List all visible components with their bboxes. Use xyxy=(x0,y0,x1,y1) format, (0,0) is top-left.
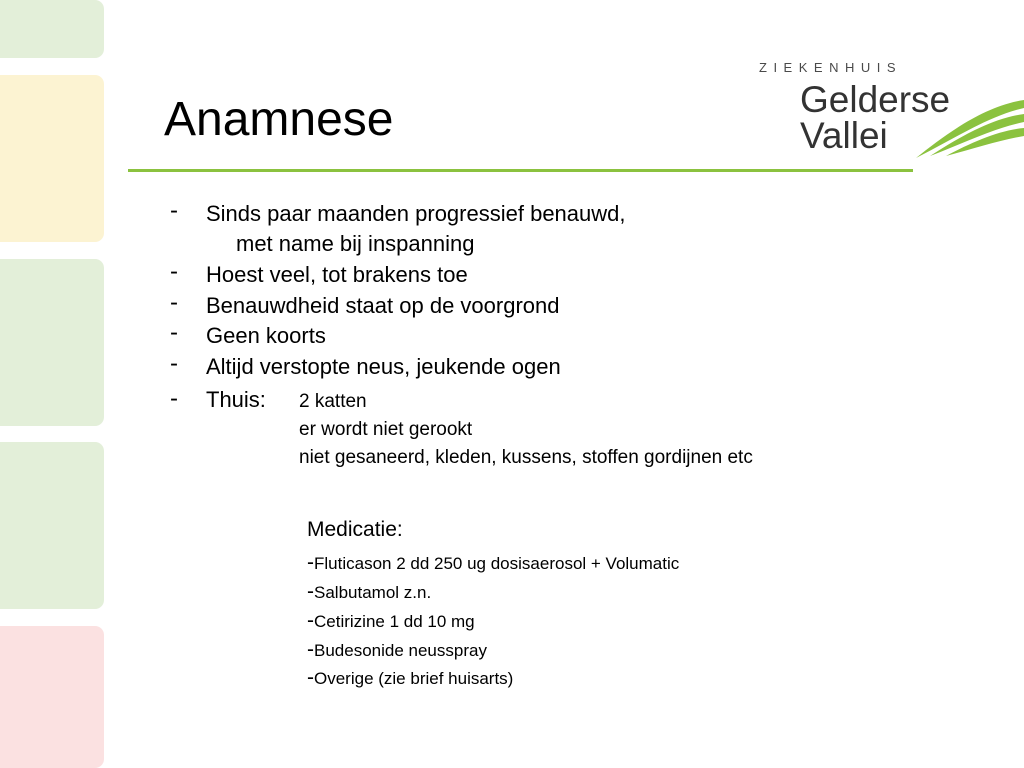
logo-line-2: Vallei xyxy=(800,115,888,156)
medication-item xyxy=(307,666,513,690)
bullet-dash: - xyxy=(170,258,178,285)
medication-item-text: Salbutamol z.n. xyxy=(314,583,432,602)
medication-heading: Medicatie: xyxy=(307,518,403,541)
title-underline xyxy=(128,169,913,172)
medication-dash: - xyxy=(307,609,314,632)
bullet-dash: - xyxy=(170,350,178,377)
side-tab-pink xyxy=(0,626,104,768)
medication-item-text: Cetirizine 1 dd 10 mg xyxy=(314,612,475,631)
bullet-item: Benauwdheid staat op de voorgrond xyxy=(206,293,560,318)
medication-dash: - xyxy=(307,551,314,574)
bullet-item: Geen koorts xyxy=(206,323,326,348)
side-tab-yellow xyxy=(0,75,104,242)
home-detail: niet gesaneerd, kleden, kussens, stoffen gordijnen etc xyxy=(299,447,753,468)
logo-swoosh-icon xyxy=(912,96,1024,162)
bullet-dash: - xyxy=(170,289,178,316)
logo-line-1: Gelderse xyxy=(800,79,951,120)
hospital-logo xyxy=(752,58,1024,168)
medication-item-text: Overige (zie brief huisarts) xyxy=(314,669,514,688)
bullet-dash: - xyxy=(170,197,178,224)
medication-item xyxy=(307,638,487,662)
slide-title: Anamnese xyxy=(164,93,394,146)
medication-dash: - xyxy=(307,666,314,689)
side-tab-green-top xyxy=(0,0,104,58)
medication-item xyxy=(307,580,431,604)
home-detail: er wordt niet gerookt xyxy=(299,419,473,440)
side-tab-green-middle xyxy=(0,259,104,426)
logo-top-text: ZIEKENHUIS xyxy=(759,60,903,75)
medication-dash: - xyxy=(307,638,314,661)
medication-item xyxy=(307,551,679,575)
medication-item-text: Budesonide neusspray xyxy=(314,641,487,660)
bullet-dash: - xyxy=(170,319,178,346)
bullet-item: Hoest veel, tot brakens toe xyxy=(206,262,468,287)
bullet-continuation: met name bij inspanning xyxy=(236,231,475,256)
bullet-item-thuis: Thuis: xyxy=(206,387,266,412)
medication-dash: - xyxy=(307,580,314,603)
bullet-item: Altijd verstopte neus, jeukende ogen xyxy=(206,354,561,379)
medication-item xyxy=(307,609,475,633)
home-detail: 2 katten xyxy=(299,391,367,412)
bullet-dash: - xyxy=(170,385,178,412)
side-tab-green-lower xyxy=(0,442,104,609)
medication-item-text: Fluticason 2 dd 250 ug dosisaerosol + Volumatic xyxy=(314,554,680,573)
bullet-item: Sinds paar maanden progressief benauwd, xyxy=(206,201,626,226)
